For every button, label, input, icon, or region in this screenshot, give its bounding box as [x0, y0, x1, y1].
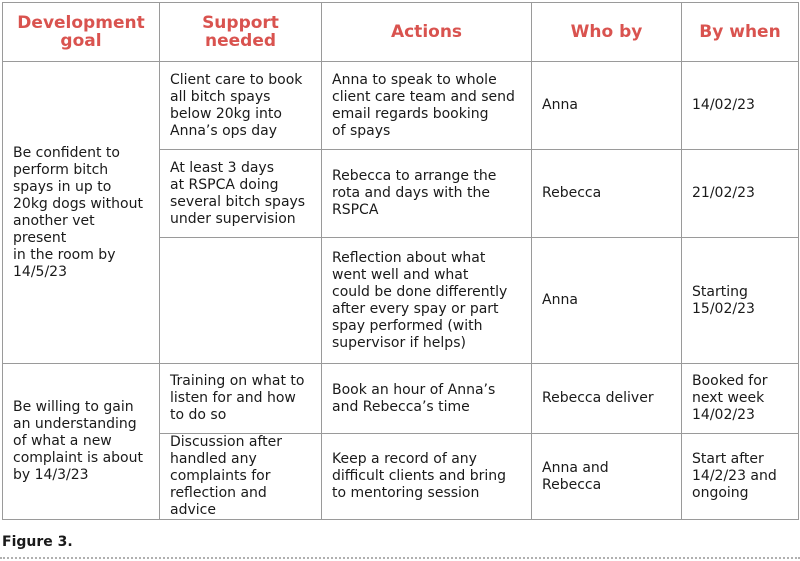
when-cell: Booked for next week 14/02/23 — [682, 364, 799, 434]
dotted-divider — [0, 557, 800, 559]
development-plan-table — [2, 2, 799, 520]
goal-cell: Be confident to perform bitch spays in up to 20kg dogs without another vet present in the room by 14/5/23 — [3, 62, 160, 364]
goal-cell: Be willing to gain an understanding of what a new complaint is about by 14/3/23 — [3, 364, 160, 520]
header-who-by: Who by — [532, 3, 682, 62]
who-cell: Anna — [532, 62, 682, 150]
when-cell: 14/02/23 — [682, 62, 799, 150]
who-cell: Rebecca deliver — [532, 364, 682, 434]
when-cell: Start after 14/2/23 and ongoing — [682, 434, 799, 520]
action-cell: Anna to speak to whole client care team and send email regards booking of spays — [322, 62, 532, 150]
who-cell: Anna and Rebecca — [532, 434, 682, 520]
support-cell — [160, 238, 322, 364]
header-by-when: By when — [682, 3, 799, 62]
header-actions: Actions — [322, 3, 532, 62]
action-cell: Keep a record of any difficult clients and bring to mentoring session — [322, 434, 532, 520]
who-cell: Anna — [532, 238, 682, 364]
support-cell: Training on what to listen for and how to do so — [160, 364, 322, 434]
when-cell: Starting 15/02/23 — [682, 238, 799, 364]
figure-caption: Figure 3. — [2, 534, 73, 550]
action-cell: Book an hour of Anna’s and Rebecca’s time — [322, 364, 532, 434]
table-row — [3, 364, 799, 434]
header-support-needed: Support needed — [160, 3, 322, 62]
action-cell: Reflection about what went well and what could be done differently after every spay or part spay performed (with supervisor if helps) — [322, 238, 532, 364]
header-development-goal: Development goal — [3, 3, 160, 62]
support-cell: At least 3 days at RSPCA doing several bitch spays under supervision — [160, 150, 322, 238]
action-cell: Rebecca to arrange the rota and days with the RSPCA — [322, 150, 532, 238]
support-cell: Client care to book all bitch spays below 20kg into Anna’s ops day — [160, 62, 322, 150]
header-row — [3, 3, 799, 62]
table-row — [3, 62, 799, 150]
who-cell: Rebecca — [532, 150, 682, 238]
support-cell: Discussion after handled any complaints for reflection and advice — [160, 434, 322, 520]
when-cell: 21/02/23 — [682, 150, 799, 238]
